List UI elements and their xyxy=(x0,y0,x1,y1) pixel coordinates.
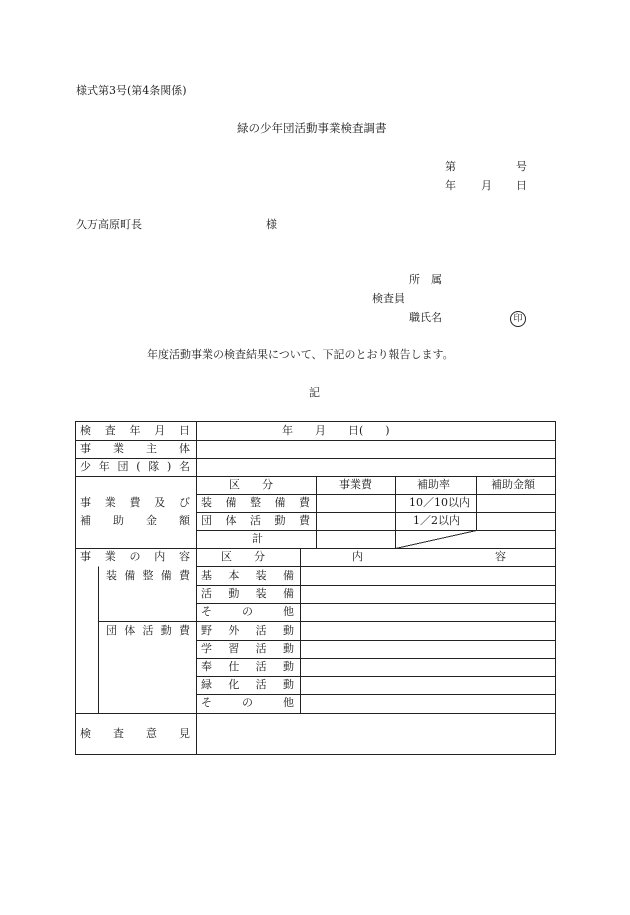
cost-header-category: 区 分 xyxy=(229,478,273,491)
seal-mark: 印 xyxy=(510,311,526,327)
cost-row-activity-category: 団 体 活 動 費 xyxy=(201,514,310,527)
activity-item-outdoor: 野 外 活 動 xyxy=(201,624,294,637)
inspector-affiliation: 所 属 xyxy=(409,273,442,286)
organizer-label: 事 業 主 体 xyxy=(80,442,190,455)
addressee-name: 久万高原町長 xyxy=(76,218,142,231)
activity-item-greening: 緑 化 活 動 xyxy=(201,678,294,691)
activity-item-other: そ の 他 xyxy=(201,696,294,709)
cost-header-amount: 補助金額 xyxy=(491,478,535,491)
number-label-dai: 第 xyxy=(445,160,456,173)
cost-header-cost: 事業費 xyxy=(339,478,372,491)
content-label: 事 業 の 内 容 xyxy=(80,550,190,563)
cost-row-equipment-rate: 10／10以内 xyxy=(409,496,470,509)
cost-row-total-category: 計 xyxy=(252,532,263,545)
inspector-name-label: 職氏名 xyxy=(409,311,442,324)
activity-group-label: 団 体 活 動 費 xyxy=(106,624,190,637)
team-name-label: 少 年 団 ( 隊 ) 名 xyxy=(80,460,190,473)
content-header-content-right: 容 xyxy=(495,550,506,563)
inspector-role: 検査員 xyxy=(372,292,405,305)
cost-row-activity-rate: 1／2以内 xyxy=(413,514,460,527)
document-title: 緑の少年団活動事業検査調書 xyxy=(237,121,387,135)
inspection-date-value: 年 月 日( ) xyxy=(282,424,390,437)
inspection-date-label: 検 査 年 月 日 xyxy=(80,424,190,437)
form-number: 様式第3号(第4条関係) xyxy=(76,84,187,97)
content-header-content-left: 内 xyxy=(352,550,363,563)
equipment-group-label: 装 備 整 備 費 xyxy=(106,569,190,582)
date-day-label: 日 xyxy=(516,179,527,192)
cost-row-equipment-category: 装 備 整 備 費 xyxy=(201,496,310,509)
activity-item-study: 学 習 活 動 xyxy=(201,642,294,655)
activity-item-service: 奉 仕 活 動 xyxy=(201,660,294,673)
content-header-category: 区 分 xyxy=(221,550,265,563)
cost-header-rate: 補助率 xyxy=(417,478,450,491)
intro-text: 年度活動事業の検査結果について、下記のとおり報告します。 xyxy=(147,348,454,361)
date-month-label: 月 xyxy=(481,179,492,192)
cost-label-line1: 事 業 費 及 び xyxy=(80,496,190,509)
equipment-item-activity: 活 動 装 備 xyxy=(201,587,294,600)
cost-label-line2: 補 助 金 額 xyxy=(80,514,190,527)
equipment-item-other: そ の 他 xyxy=(201,605,294,618)
addressee-honorific: 様 xyxy=(266,218,277,231)
equipment-item-basic: 基 本 装 備 xyxy=(201,569,294,582)
date-year-label: 年 xyxy=(445,179,456,192)
number-label-go: 号 xyxy=(516,160,527,173)
ki-heading: 記 xyxy=(309,386,320,399)
opinion-label: 検 査 意 見 xyxy=(80,727,190,740)
